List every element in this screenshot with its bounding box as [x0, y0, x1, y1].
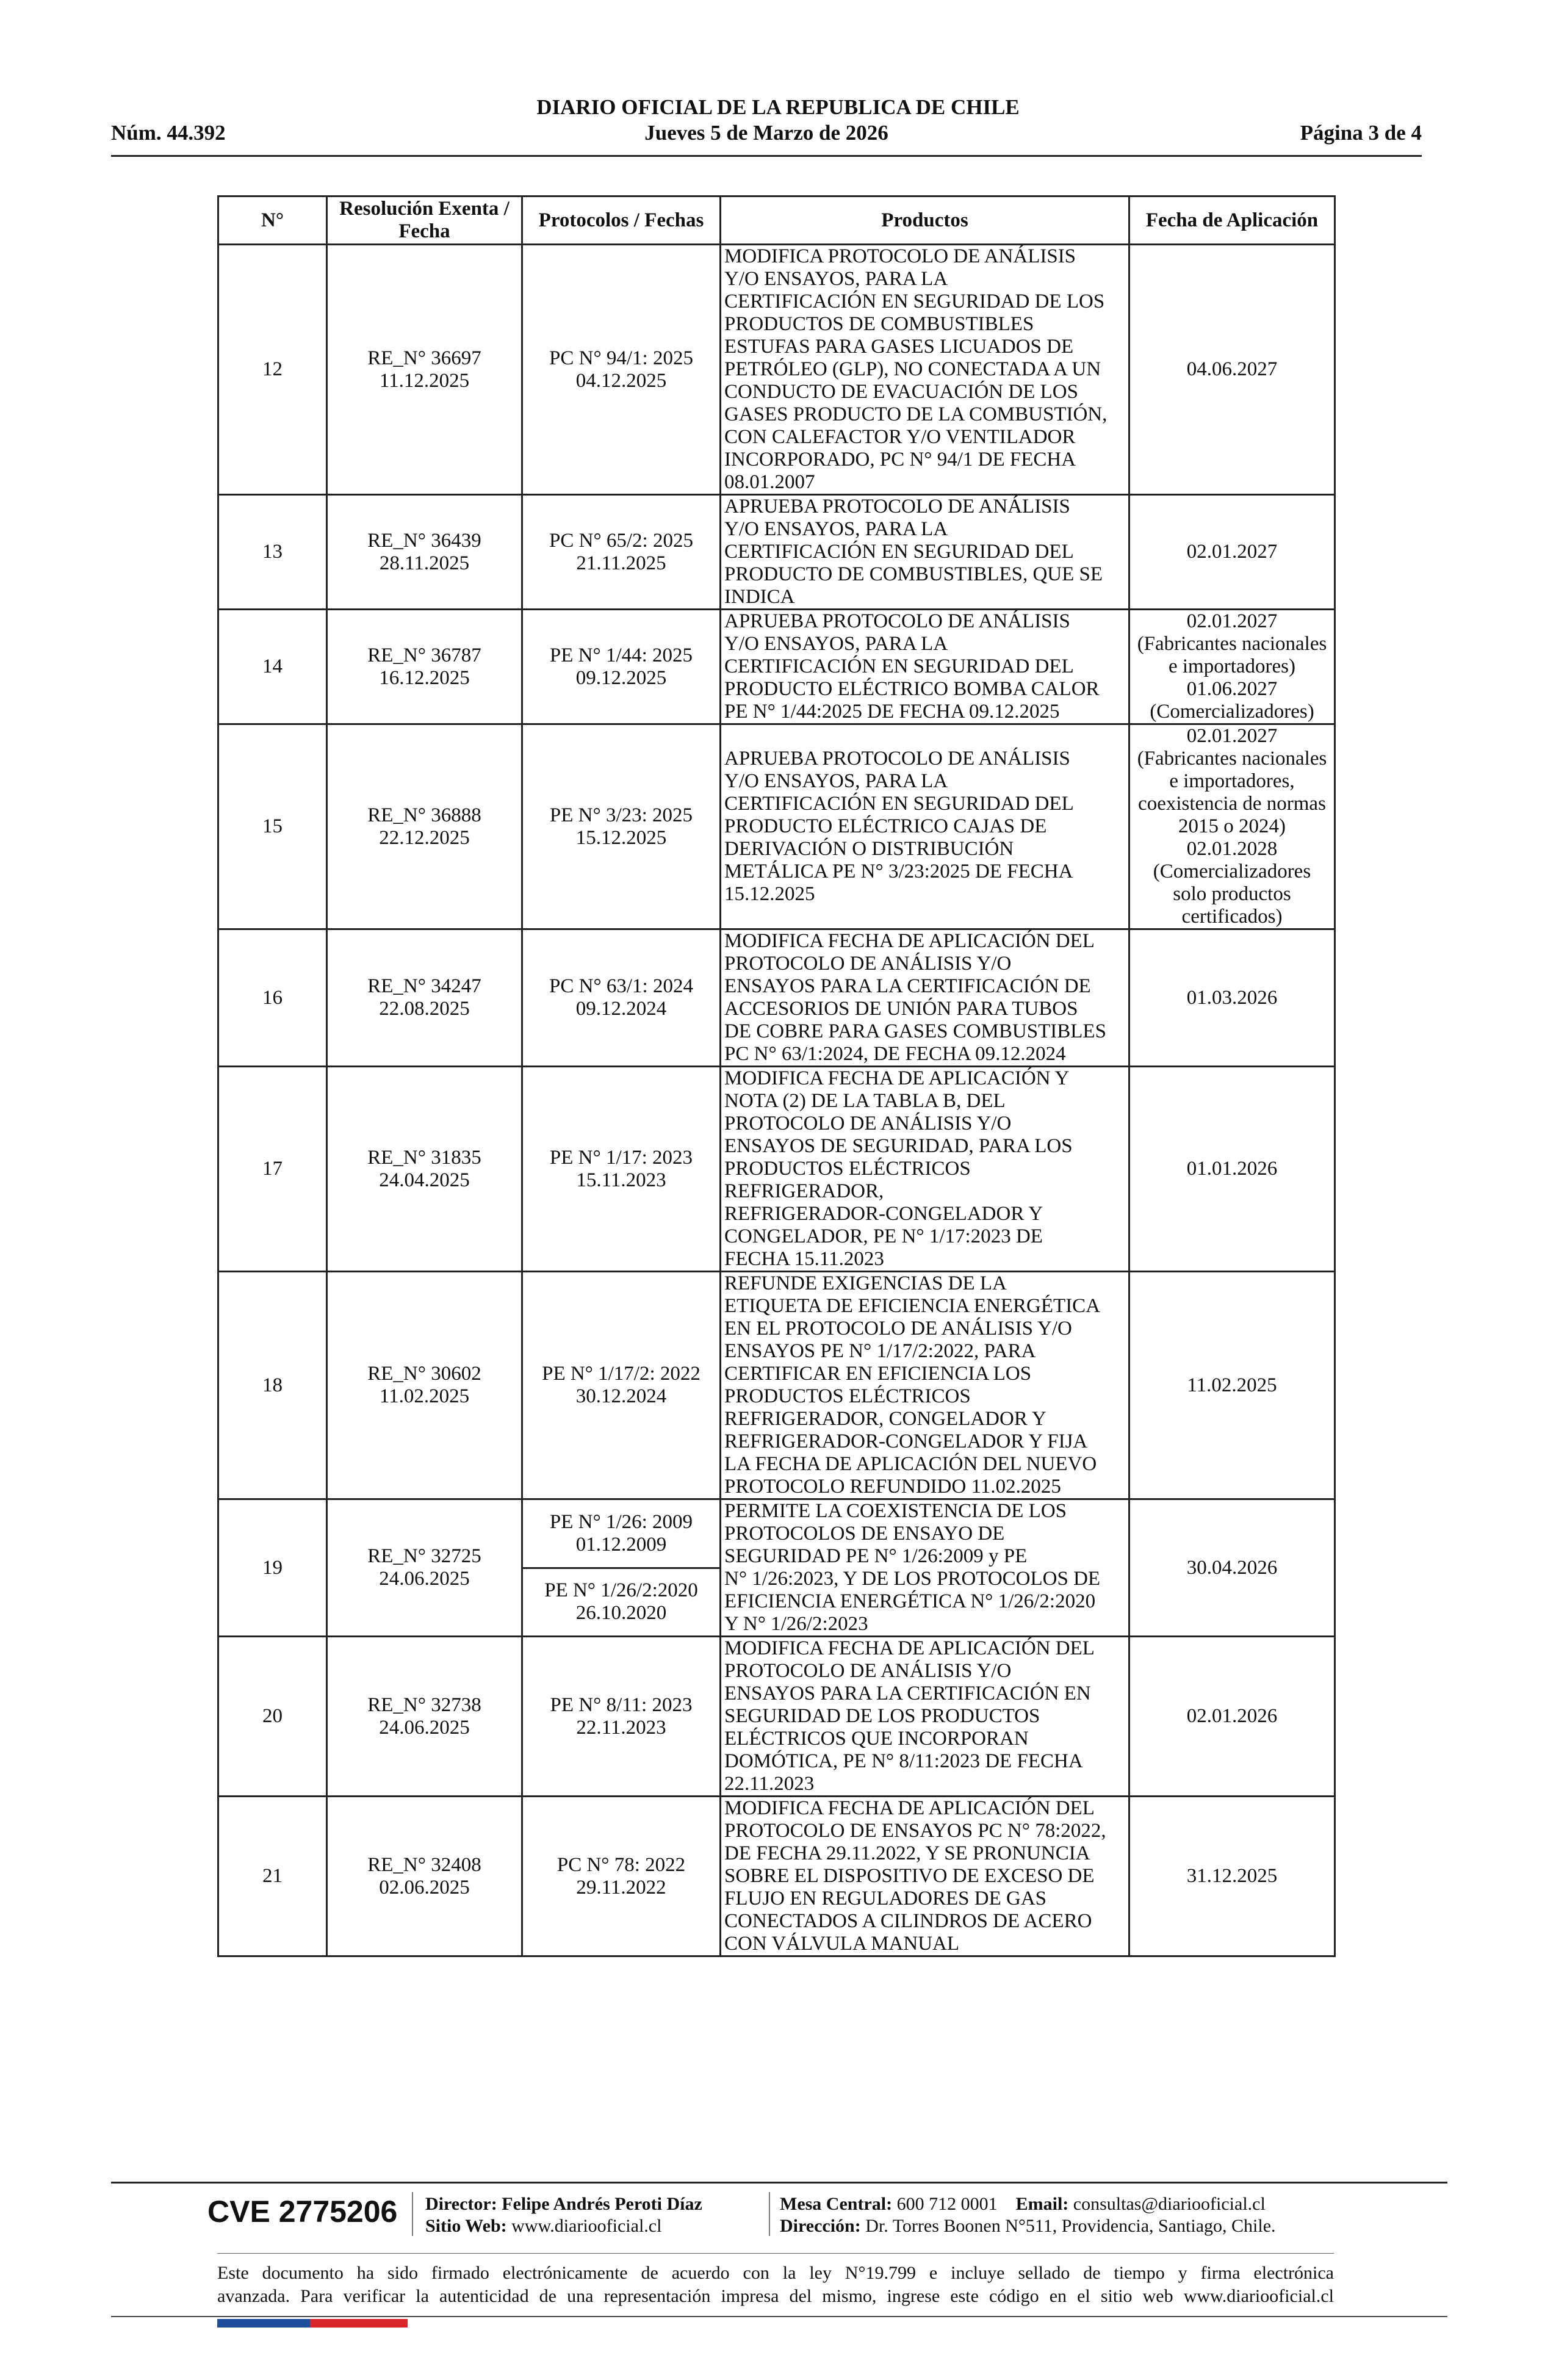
protocol-line: 15.11.2023 — [576, 1169, 666, 1191]
product-line: 15.12.2025 — [724, 883, 815, 905]
cell-protocols — [522, 1637, 721, 1797]
cell-resolution — [327, 724, 522, 929]
application-line: (Comercializadores — [1153, 860, 1311, 882]
application-line: 2015 o 2024) — [1178, 815, 1286, 837]
application-line: 30.04.2026 — [1186, 1556, 1278, 1579]
header-protocols: Protocolos / Fechas — [522, 197, 721, 245]
product-line: ENSAYOS PE N° 1/17/2:2022, PARA — [724, 1340, 1036, 1362]
protocol-line: 21.11.2025 — [576, 552, 666, 574]
product-line: DE COBRE PARA GASES COMBUSTIBLES — [724, 1020, 1106, 1042]
product-line: PROTOCOLO DE ENSAYOS PC N° 78:2022, — [724, 1820, 1106, 1842]
product-line: ETIQUETA DE EFICIENCIA ENERGÉTICA — [724, 1295, 1101, 1317]
application-line: (Fabricantes nacionales — [1137, 748, 1327, 770]
protocol-line: PE N° 1/17/2: 2022 — [542, 1363, 701, 1385]
cell-resolution — [327, 495, 522, 610]
protocol-line: PE N° 1/44: 2025 — [549, 644, 693, 666]
application-line: coexistencia de normas — [1138, 793, 1326, 815]
resolution-line: 24.06.2025 — [379, 1716, 470, 1739]
cell-num: 13 — [218, 495, 327, 610]
footer-contact-block — [780, 2193, 1276, 2237]
product-line: ESTUFAS PARA GASES LICUADOS DE — [724, 336, 1074, 358]
legal-line: avanzada. Para verificar la autenticidad de una representación impresa del mismo, ingrese este código en el sitio web www.diariooficial.cl — [217, 2286, 1334, 2306]
cell-application — [1129, 1637, 1335, 1797]
product-line: Y/O ENSAYOS, PARA LA — [724, 633, 948, 655]
flag-stripe-red — [310, 2319, 408, 2328]
protocol-line: 09.12.2024 — [575, 998, 667, 1020]
table-row — [218, 610, 1335, 724]
protocol-line: 29.11.2022 — [576, 1876, 666, 1899]
footer-divider — [111, 2182, 1447, 2183]
resolution-line: 11.12.2025 — [379, 369, 470, 392]
resolution-line: RE_N° 31835 — [367, 1146, 481, 1169]
cve-code: CVE 2775206 — [207, 2194, 398, 2229]
page-indicator: Página 3 de 4 — [1300, 121, 1422, 145]
legal-notice — [217, 2262, 1334, 2308]
cell-products — [721, 1797, 1129, 1956]
cell-protocols — [522, 929, 721, 1067]
product-line: METÁLICA PE N° 3/23:2025 DE FECHA — [724, 860, 1073, 882]
protocol-line: 01.12.2009 — [575, 1533, 667, 1556]
product-line: CON CALEFACTOR Y/O VENTILADOR — [724, 426, 1076, 448]
resolution-line: 16.12.2025 — [379, 666, 470, 689]
application-line: 02.01.2027 — [1186, 725, 1278, 747]
product-line: PETRÓLEO (GLP), NO CONECTADA A UN — [724, 358, 1101, 380]
application-line: 01.01.2026 — [1186, 1158, 1278, 1180]
resolution-line: RE_N° 36697 — [367, 347, 481, 369]
table-row — [218, 1637, 1335, 1797]
protocols-split — [523, 1500, 719, 1635]
issue-date: Jueves 5 de Marzo de 2026 — [644, 121, 888, 145]
application-line: certificados) — [1181, 906, 1283, 928]
product-line: CERTIFICACIÓN EN SEGURIDAD DEL — [724, 655, 1074, 677]
table-row — [218, 724, 1335, 929]
application-line: 02.01.2027 — [1186, 541, 1278, 563]
header-products: Productos — [721, 197, 1129, 245]
application-line: 04.06.2027 — [1186, 358, 1278, 380]
protocol-line: PE N° 1/17: 2023 — [549, 1146, 693, 1169]
product-line: REFRIGERADOR-CONGELADOR Y — [724, 1203, 1043, 1225]
protocol-line: 30.12.2024 — [575, 1385, 667, 1407]
cell-resolution — [327, 1067, 522, 1272]
product-line: SEGURIDAD PE N° 1/26:2009 y PE — [724, 1545, 1028, 1567]
director-name: Felipe Andrés Peroti Díaz — [502, 2194, 702, 2214]
protocol-line: 04.12.2025 — [575, 369, 667, 392]
cell-products — [721, 245, 1129, 495]
product-line: DE FECHA 29.11.2022, Y SE PRONUNCIA — [724, 1842, 1090, 1864]
product-line: CONGELADOR, PE N° 1/17:2023 DE — [724, 1225, 1043, 1247]
product-line: INCORPORADO, PC N° 94/1 DE FECHA — [724, 449, 1076, 471]
application-line: e importadores) — [1168, 655, 1295, 677]
cell-protocols — [522, 245, 721, 495]
product-line: APRUEBA PROTOCOLO DE ANÁLISIS — [724, 748, 1070, 770]
footer-thin-divider — [217, 2253, 1334, 2254]
resolution-line: 22.08.2025 — [379, 998, 470, 1020]
flag-stripe-blue — [217, 2319, 310, 2328]
resolution-line: 22.12.2025 — [379, 826, 470, 849]
table-header-row — [218, 197, 1335, 245]
product-line: PRODUCTO ELÉCTRICO CAJAS DE — [724, 815, 1047, 837]
cell-protocols — [522, 1797, 721, 1956]
cell-num: 14 — [218, 610, 327, 724]
product-line: NOTA (2) DE LA TABLA B, DEL — [724, 1090, 1006, 1112]
application-line: 31.12.2025 — [1186, 1865, 1278, 1887]
product-line: REFRIGERADOR-CONGELADOR Y FIJA — [724, 1430, 1088, 1452]
footer-bottom-divider — [111, 2316, 1447, 2317]
product-line: SOBRE EL DISPOSITIVO DE EXCESO DE — [724, 1865, 1095, 1887]
issue-number: Núm. 44.392 — [111, 121, 226, 145]
table-row — [218, 1272, 1335, 1499]
product-line: REFUNDE EXIGENCIAS DE LA — [724, 1272, 1007, 1294]
application-line: (Comercializadores) — [1150, 701, 1314, 723]
product-line: Y N° 1/26/2:2023 — [724, 1613, 868, 1635]
cell-products — [721, 610, 1129, 724]
application-line: 02.01.2027 — [1186, 610, 1278, 632]
protocols-table — [217, 195, 1336, 1957]
table-row — [218, 495, 1335, 610]
product-line: EN EL PROTOCOLO DE ANÁLISIS Y/O — [724, 1318, 1072, 1340]
product-line: N° 1/26:2023, Y DE LOS PROTOCOLOS DE — [724, 1568, 1101, 1590]
product-line: SEGURIDAD DE LOS PRODUCTOS — [724, 1705, 1040, 1727]
cell-num: 16 — [218, 929, 327, 1067]
protocol-line: PE N° 3/23: 2025 — [549, 804, 693, 826]
cell-num: 12 — [218, 245, 327, 495]
cell-num: 18 — [218, 1272, 327, 1499]
product-line: PROTOCOLO DE ANÁLISIS Y/O — [724, 1660, 1012, 1682]
product-line: FECHA 15.11.2023 — [724, 1248, 884, 1270]
site-label: Sitio Web: — [425, 2216, 507, 2236]
protocol-line: PC N° 65/2: 2025 — [549, 529, 693, 552]
protocol-line: PE N° 8/11: 2023 — [550, 1693, 693, 1716]
product-line: PROTOCOLOS DE ENSAYO DE — [724, 1523, 1005, 1545]
application-line: (Fabricantes nacionales — [1137, 633, 1327, 655]
cell-resolution — [327, 245, 522, 495]
product-line: CERTIFICACIÓN EN SEGURIDAD DEL — [724, 541, 1074, 563]
cell-protocols — [522, 724, 721, 929]
table-row — [218, 1499, 1335, 1637]
product-line: Y/O ENSAYOS, PARA LA — [724, 518, 948, 540]
product-line: DERIVACIÓN O DISTRIBUCIÓN — [724, 838, 1014, 860]
cell-protocols — [522, 1067, 721, 1272]
product-line: Y/O ENSAYOS, PARA LA — [724, 268, 948, 290]
product-line: MODIFICA FECHA DE APLICACIÓN DEL — [724, 1637, 1095, 1659]
product-line: CERTIFICACIÓN EN SEGURIDAD DE LOS — [724, 290, 1105, 312]
resolution-line: RE_N° 34247 — [367, 975, 481, 997]
product-line: ACCESORIOS DE UNIÓN PARA TUBOS — [724, 998, 1078, 1020]
cell-resolution — [327, 610, 522, 724]
product-line: PROTOCOLO REFUNDIDO 11.02.2025 — [724, 1476, 1061, 1498]
product-line: ENSAYOS PARA LA CERTIFICACIÓN EN — [724, 1682, 1091, 1704]
cell-application — [1129, 1499, 1335, 1637]
cell-resolution — [327, 1272, 522, 1499]
product-line: APRUEBA PROTOCOLO DE ANÁLISIS — [724, 610, 1070, 632]
product-line: CERTIFICACIÓN EN SEGURIDAD DEL — [724, 793, 1074, 815]
product-line: REFRIGERADOR, — [724, 1180, 884, 1202]
application-line: 01.03.2026 — [1186, 986, 1278, 1009]
protocol-line: PC N° 78: 2022 — [556, 1853, 686, 1876]
cell-products — [721, 1637, 1129, 1797]
header-application: Fecha de Aplicación — [1129, 197, 1335, 245]
protocol-entry — [523, 1569, 719, 1636]
resolution-line: RE_N° 36787 — [367, 644, 481, 666]
cell-application — [1129, 724, 1335, 929]
cell-resolution — [327, 1637, 522, 1797]
cell-protocols — [522, 495, 721, 610]
product-line: PRODUCTO DE COMBUSTIBLES, QUE SE — [724, 563, 1103, 585]
address-text: Dr. Torres Boonen N°511, Providencia, Santiago, Chile. — [865, 2216, 1276, 2236]
resolution-line: RE_N° 36439 — [367, 529, 481, 552]
product-line: PROTOCOLO DE ANÁLISIS Y/O — [724, 953, 1012, 975]
application-line: e importadores, — [1169, 770, 1295, 792]
cell-products — [721, 1067, 1129, 1272]
resolution-line: RE_N° 30602 — [367, 1363, 481, 1385]
cell-resolution — [327, 1797, 522, 1956]
product-line: REFRIGERADOR, CONGELADOR Y — [724, 1408, 1046, 1430]
product-line: 08.01.2007 — [724, 471, 815, 493]
protocol-line: 09.12.2025 — [575, 666, 667, 689]
product-line: APRUEBA PROTOCOLO DE ANÁLISIS — [724, 496, 1070, 517]
cell-products — [721, 929, 1129, 1067]
cell-products — [721, 495, 1129, 610]
director-label: Director: — [425, 2194, 497, 2214]
cell-application — [1129, 1797, 1335, 1956]
product-line: CONECTADOS A CILINDROS DE ACERO — [724, 1910, 1092, 1932]
resolution-line: RE_N° 32725 — [367, 1545, 481, 1567]
cell-num: 21 — [218, 1797, 327, 1956]
product-line: PRODUCTOS ELÉCTRICOS — [724, 1158, 971, 1180]
cell-products — [721, 1499, 1129, 1637]
product-line: MODIFICA FECHA DE APLICACIÓN DEL — [724, 1797, 1095, 1819]
table-body — [218, 245, 1335, 1956]
footer-separator — [769, 2192, 770, 2236]
application-line: 11.02.2025 — [1187, 1374, 1277, 1396]
application-line: 02.01.2028 — [1186, 838, 1278, 860]
footer-director-block — [425, 2193, 702, 2237]
cell-products — [721, 1272, 1129, 1499]
legal-line: Este documento ha sido firmado electrónicamente de acuerdo con la ley N°19.799 e incluye sellado de tiempo y firma electrónica — [217, 2263, 1334, 2283]
cell-application — [1129, 610, 1335, 724]
protocol-entry — [523, 1500, 719, 1569]
phone-label: Mesa Central: — [780, 2194, 893, 2214]
product-line: ELÉCTRICOS QUE INCORPORAN — [724, 1728, 1029, 1750]
resolution-line: 11.02.2025 — [379, 1385, 470, 1407]
cell-protocols — [522, 1272, 721, 1499]
product-line: 22.11.2023 — [724, 1773, 815, 1795]
protocol-line: 15.12.2025 — [575, 826, 667, 849]
product-line: MODIFICA PROTOCOLO DE ANÁLISIS — [724, 245, 1076, 267]
newspaper-title: DIARIO OFICIAL DE LA REPUBLICA DE CHILE — [536, 95, 1020, 119]
cell-num: 15 — [218, 724, 327, 929]
header-resolution: Resolución Exenta / Fecha — [327, 197, 522, 245]
cell-application — [1129, 1272, 1335, 1499]
cell-application — [1129, 495, 1335, 610]
phone-number: 600 712 0001 — [896, 2194, 998, 2214]
cell-application — [1129, 245, 1335, 495]
cell-num: 19 — [218, 1499, 327, 1637]
product-line: CON VÁLVULA MANUAL — [724, 1933, 960, 1955]
resolution-line: RE_N° 32738 — [367, 1693, 481, 1716]
product-line: PE N° 1/44:2025 DE FECHA 09.12.2025 — [724, 701, 1060, 723]
cell-num: 20 — [218, 1637, 327, 1797]
table-row — [218, 1067, 1335, 1272]
product-line: PC N° 63/1:2024, DE FECHA 09.12.2024 — [724, 1043, 1066, 1065]
protocol-line: PE N° 1/26: 2009 — [549, 1510, 693, 1533]
cell-protocols — [522, 610, 721, 724]
footer-separator — [412, 2192, 413, 2236]
application-line: 02.01.2026 — [1186, 1705, 1278, 1727]
product-line: DOMÓTICA, PE N° 8/11:2023 DE FECHA — [724, 1750, 1083, 1772]
resolution-line: 24.04.2025 — [379, 1169, 470, 1191]
cell-application — [1129, 1067, 1335, 1272]
cell-application — [1129, 929, 1335, 1067]
protocol-line: PC N° 94/1: 2025 — [549, 347, 693, 369]
email-link[interactable]: consultas@diariooficial.cl — [1073, 2194, 1266, 2214]
cell-products — [721, 724, 1129, 929]
product-line: Y/O ENSAYOS, PARA LA — [724, 770, 948, 792]
resolution-line: 24.06.2025 — [379, 1568, 470, 1590]
product-line: EFICIENCIA ENERGÉTICA N° 1/26/2:2020 — [724, 1590, 1096, 1612]
product-line: PRODUCTOS DE COMBUSTIBLES — [724, 313, 1034, 335]
address-label: Dirección: — [780, 2216, 861, 2236]
header-row — [111, 121, 1422, 149]
product-line: PROTOCOLO DE ANÁLISIS Y/O — [724, 1112, 1012, 1134]
application-line: solo productos — [1173, 883, 1291, 905]
application-line: 01.06.2027 — [1186, 678, 1278, 700]
table-row — [218, 1797, 1335, 1956]
resolution-line: RE_N° 32408 — [367, 1853, 481, 1876]
site-link[interactable]: www.diariooficial.cl — [511, 2216, 662, 2236]
protocol-line: PC N° 63/1: 2024 — [549, 975, 693, 997]
table-row — [218, 245, 1335, 495]
product-line: LA FECHA DE APLICACIÓN DEL NUEVO — [724, 1453, 1097, 1475]
product-line: ENSAYOS DE SEGURIDAD, PARA LOS — [724, 1135, 1073, 1157]
cell-num: 17 — [218, 1067, 327, 1272]
cell-resolution — [327, 929, 522, 1067]
product-line: MODIFICA FECHA DE APLICACIÓN DEL — [724, 930, 1095, 952]
cell-resolution — [327, 1499, 522, 1637]
cell-protocols — [522, 1499, 721, 1637]
header-divider — [111, 155, 1422, 157]
product-line: INDICA — [724, 586, 795, 608]
resolution-line: 02.06.2025 — [379, 1876, 470, 1899]
email-label: Email: — [1015, 2194, 1069, 2214]
product-line: PERMITE LA COEXISTENCIA DE LOS — [724, 1500, 1067, 1522]
header-num: N° — [218, 197, 327, 245]
product-line: CERTIFICAR EN EFICIENCIA LOS — [724, 1363, 1032, 1385]
protocol-line: PE N° 1/26/2:2020 — [544, 1579, 698, 1602]
product-line: FLUJO EN REGULADORES DE GAS — [724, 1888, 1047, 1909]
product-line: GASES PRODUCTO DE LA COMBUSTIÓN, — [724, 403, 1108, 425]
table-row — [218, 929, 1335, 1067]
resolution-line: 28.11.2025 — [379, 552, 470, 574]
product-line: PRODUCTO ELÉCTRICO BOMBA CALOR — [724, 678, 1100, 700]
protocol-line: 26.10.2020 — [575, 1602, 667, 1625]
product-line: MODIFICA FECHA DE APLICACIÓN Y — [724, 1067, 1070, 1089]
product-line: ENSAYOS PARA LA CERTIFICACIÓN DE — [724, 975, 1091, 997]
protocol-line: 22.11.2023 — [576, 1716, 666, 1739]
product-line: PRODUCTOS ELÉCTRICOS — [724, 1385, 971, 1407]
product-line: CONDUCTO DE EVACUACIÓN DE LOS — [724, 381, 1078, 403]
resolution-line: RE_N° 36888 — [367, 804, 481, 826]
